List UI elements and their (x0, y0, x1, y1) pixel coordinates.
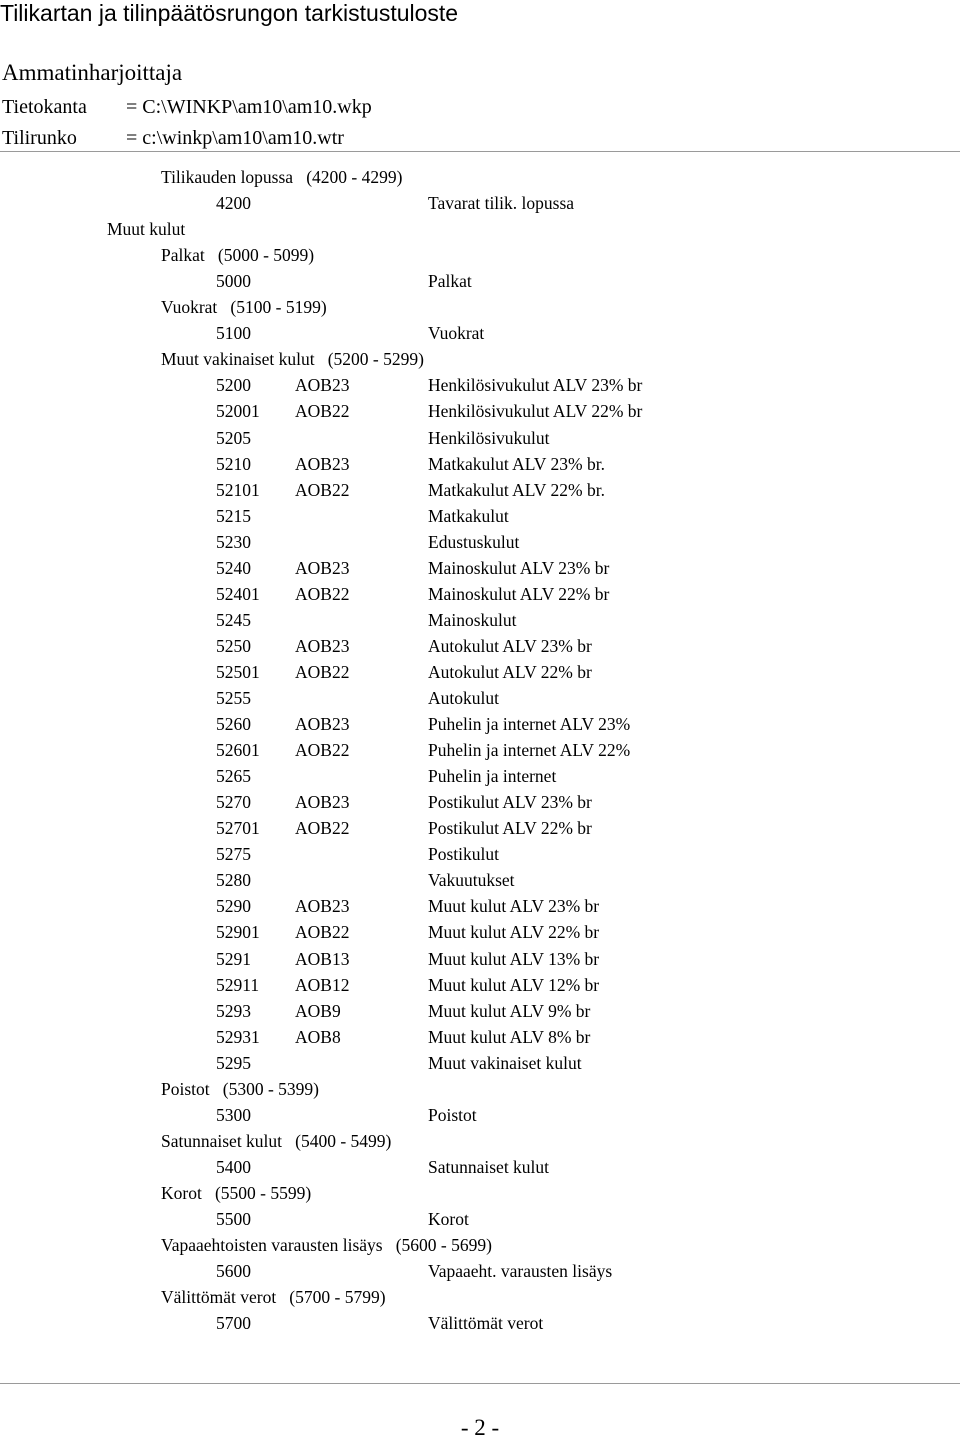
account-row (0, 398, 960, 424)
account-description: Muut kulut ALV 22% br (428, 922, 600, 943)
account-description: Puhelin ja internet ALV 22% (428, 740, 631, 761)
account-description: Tavarat tilik. lopussa (428, 193, 575, 214)
account-row (0, 867, 960, 893)
account-description: Poistot (428, 1104, 477, 1125)
account-row (0, 1310, 960, 1336)
account-row (0, 1154, 960, 1180)
group-heading-text: Palkat (5000 - 5099) (161, 245, 315, 266)
account-number: 52101 (216, 479, 260, 500)
vat-code: AOB22 (295, 583, 350, 604)
page-number: - 2 - (460, 1415, 500, 1440)
account-description: Matkakulut ALV 23% br. (428, 453, 605, 474)
account-description: Muut kulut ALV 8% br (428, 1026, 591, 1047)
vat-code: AOB12 (295, 974, 350, 995)
report-title: Tilikartan ja tilinpäätösrungon tarkistustuloste (0, 0, 459, 26)
account-row (0, 190, 960, 216)
account-number: 5500 (216, 1209, 251, 1229)
vat-code: AOB23 (295, 714, 350, 735)
account-row (0, 659, 960, 685)
account-description: Puhelin ja internet ALV 23% (428, 714, 631, 735)
account-description: Vapaaeht. varausten lisäys (428, 1261, 613, 1282)
account-description: Autokulut ALV 22% br (428, 661, 592, 682)
account-description: Mainoskulut (428, 609, 517, 630)
account-row (0, 789, 960, 815)
account-number: 5293 (216, 1000, 251, 1021)
account-description: Mainoskulut ALV 22% br (428, 583, 610, 604)
account-number: 5600 (216, 1261, 251, 1282)
account-number: 5265 (216, 766, 251, 787)
account-number: 5210 (216, 453, 251, 474)
account-number: 5255 (216, 688, 251, 708)
account-description: Postikulut ALV 23% br (428, 792, 592, 813)
account-description: Välittömät verot (428, 1313, 544, 1334)
account-number: 5000 (216, 271, 251, 292)
account-description: Autokulut ALV 23% br (428, 635, 592, 656)
account-description: Muut kulut ALV 12% br (428, 974, 600, 995)
account-description: Korot (428, 1209, 469, 1229)
vat-code: AOB23 (295, 896, 350, 917)
account-row (0, 815, 960, 841)
main-group-heading (0, 216, 960, 242)
account-description: Mainoskulut ALV 23% br (428, 557, 610, 578)
vat-code: AOB22 (295, 922, 350, 943)
account-number: 5215 (216, 505, 251, 526)
group-heading-text: Tilikauden lopussa (4200 - 4299) (161, 167, 403, 187)
account-row (0, 919, 960, 945)
account-number: 5400 (216, 1156, 251, 1177)
group-heading (0, 1180, 960, 1206)
vat-code: AOB22 (295, 818, 350, 839)
frame-label: Tilirunko (2, 127, 77, 149)
group-heading-text: Satunnaiset kulut (5400 - 5499) (161, 1130, 392, 1151)
group-heading-text: Vuokrat (5100 - 5199) (161, 297, 327, 318)
footer-divider (0, 1383, 960, 1384)
database-label: Tietokanta (2, 96, 87, 118)
account-number: 5230 (216, 531, 251, 552)
account-description: Henkilösivukulut ALV 22% br (428, 401, 643, 422)
account-row (0, 320, 960, 346)
account-description: Autokulut (428, 688, 499, 708)
account-row (0, 737, 960, 763)
account-description: Matkakulut (428, 505, 509, 526)
vat-code: AOB23 (295, 792, 350, 813)
account-row (0, 425, 960, 451)
group-heading-text: Poistot (5300 - 5399) (161, 1078, 319, 1099)
group-heading (0, 346, 960, 372)
account-number: 52901 (216, 922, 260, 943)
account-number: 5245 (216, 609, 251, 630)
vat-code: AOB8 (295, 1026, 341, 1047)
account-number: 5260 (216, 714, 251, 735)
account-description: Satunnaiset kulut (428, 1156, 550, 1177)
account-number: 52501 (216, 661, 260, 682)
account-number: 5291 (216, 948, 251, 969)
account-number: 52931 (216, 1026, 260, 1047)
account-row (0, 633, 960, 659)
account-description: Henkilösivukulut (428, 427, 550, 448)
account-number: 5700 (216, 1313, 251, 1334)
account-row (0, 972, 960, 998)
account-number: 5250 (216, 635, 251, 656)
account-number: 52701 (216, 818, 260, 839)
account-row (0, 555, 960, 581)
account-number: 5295 (216, 1052, 251, 1073)
group-heading-text: Välittömät verot (5700 - 5799) (161, 1287, 386, 1308)
account-description: Muut kulut ALV 13% br (428, 948, 600, 969)
account-number: 5300 (216, 1104, 251, 1125)
account-description: Henkilösivukulut ALV 23% br (428, 375, 643, 396)
account-row (0, 763, 960, 789)
group-heading-text: Muut vakinaiset kulut (5200 - 5299) (161, 349, 424, 370)
header-divider (0, 151, 960, 152)
group-heading (0, 294, 960, 320)
account-row (0, 1050, 960, 1076)
account-number: 52401 (216, 583, 260, 604)
group-heading (0, 242, 960, 268)
account-row (0, 372, 960, 398)
account-row (0, 841, 960, 867)
account-row (0, 893, 960, 919)
group-heading-text: Vapaaehtoisten varausten lisäys (5600 - 5699) (161, 1235, 492, 1256)
vat-code: AOB22 (295, 661, 350, 682)
account-number: 5270 (216, 792, 251, 813)
account-row (0, 1024, 960, 1050)
account-number: 52001 (216, 401, 260, 422)
account-number: 5280 (216, 870, 251, 891)
account-number: 52601 (216, 740, 260, 761)
account-row (0, 529, 960, 555)
account-number: 5240 (216, 557, 251, 578)
account-number: 52911 (216, 974, 260, 995)
group-heading (0, 164, 960, 190)
vat-code: AOB23 (295, 557, 350, 578)
account-number: 5100 (216, 323, 251, 344)
account-description: Muut kulut ALV 9% br (428, 1000, 591, 1021)
account-row (0, 268, 960, 294)
account-row (0, 1206, 960, 1232)
account-number: 4200 (216, 193, 251, 214)
group-heading (0, 1076, 960, 1102)
database-path: = C:\WINKP\am10\am10.wkp (126, 96, 372, 118)
group-heading-text: Muut kulut (107, 219, 186, 240)
frame-path: = c:\winkp\am10\am10.wtr (126, 127, 344, 149)
account-row (0, 946, 960, 972)
report-subtitle: Ammatinharjoittaja (2, 60, 183, 85)
account-description: Palkat (428, 271, 472, 292)
group-heading (0, 1284, 960, 1310)
group-heading (0, 1128, 960, 1154)
account-row (0, 451, 960, 477)
account-row (0, 581, 960, 607)
account-number: 5275 (216, 844, 251, 865)
account-row (0, 1102, 960, 1128)
account-row (0, 685, 960, 711)
account-description: Puhelin ja internet (428, 766, 557, 787)
account-row (0, 998, 960, 1024)
account-number: 5290 (216, 896, 251, 917)
account-description: Matkakulut ALV 22% br. (428, 479, 605, 500)
account-row (0, 503, 960, 529)
account-description: Edustuskulut (428, 531, 520, 552)
vat-code: AOB23 (295, 375, 350, 396)
account-number: 5205 (216, 427, 251, 448)
vat-code: AOB23 (295, 453, 350, 474)
account-description: Muut kulut ALV 23% br (428, 896, 600, 917)
vat-code: AOB22 (295, 740, 350, 761)
account-description: Vuokrat (428, 323, 485, 344)
account-description: Vakuutukset (428, 870, 515, 891)
group-heading-text: Korot (5500 - 5599) (161, 1182, 312, 1203)
vat-code: AOB9 (295, 1000, 341, 1021)
account-row (0, 1258, 960, 1284)
vat-code: AOB23 (295, 635, 350, 656)
account-row (0, 607, 960, 633)
vat-code: AOB22 (295, 479, 350, 500)
group-heading (0, 1232, 960, 1258)
account-description: Postikulut ALV 22% br (428, 818, 592, 839)
account-row (0, 477, 960, 503)
vat-code: AOB22 (295, 401, 350, 422)
account-description: Postikulut (428, 844, 499, 865)
account-number: 5200 (216, 375, 251, 396)
account-row (0, 711, 960, 737)
vat-code: AOB13 (295, 948, 350, 969)
account-description: Muut vakinaiset kulut (428, 1052, 582, 1073)
